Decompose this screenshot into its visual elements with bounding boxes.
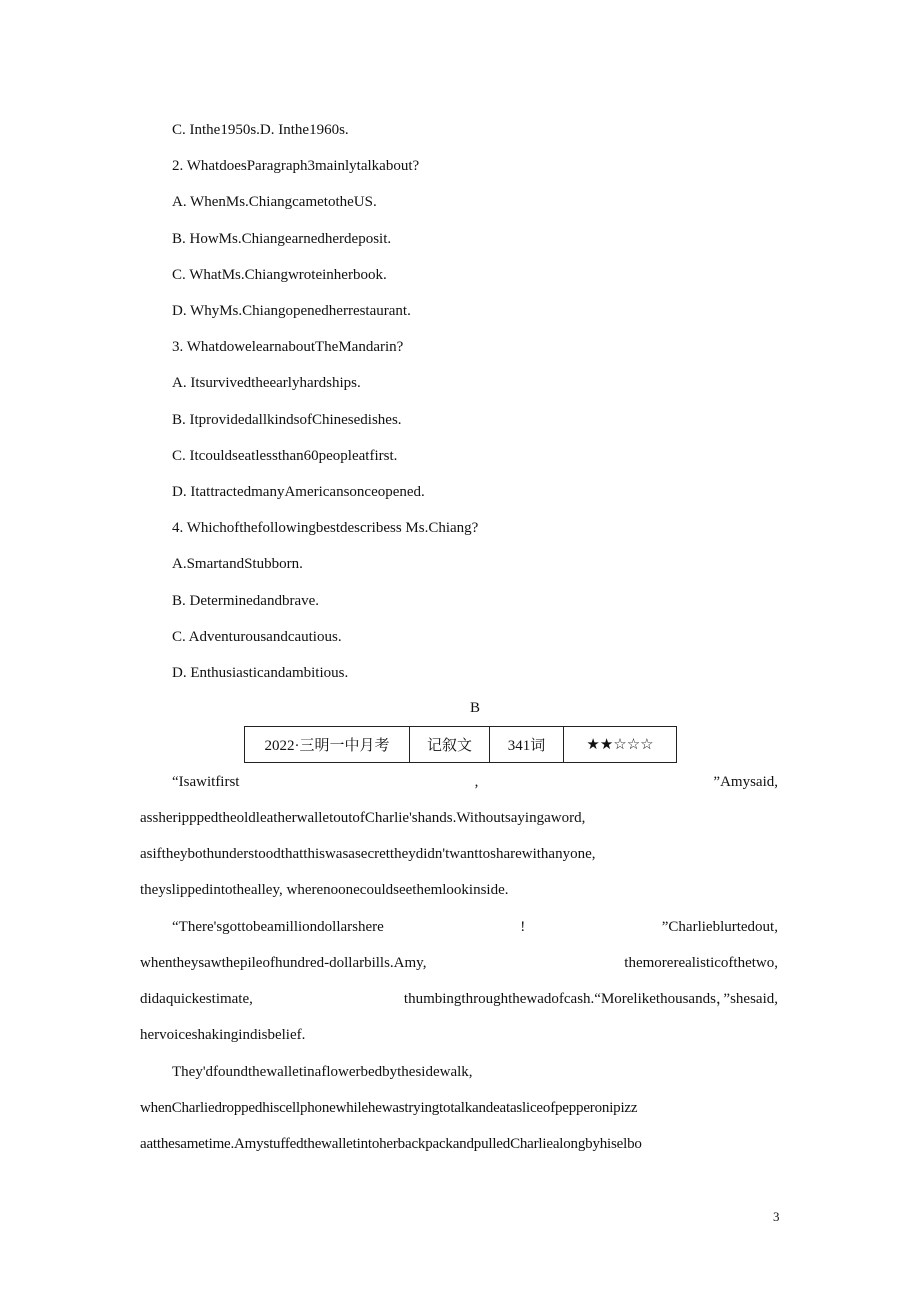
text: thumbingthroughthewadofcash.“Morelikethousands，”shesaid, (403, 991, 778, 1007)
passage-line: theyslippedintothealley, wherenoonecouldseethemlookinside. (140, 882, 509, 898)
text: , (474, 774, 479, 790)
passage-line: asiftheybothunderstoodthatthiswasasecrettheydidn'twanttosharewithanyone, (140, 846, 596, 862)
text: themorerealisticofthetwo, (624, 955, 778, 971)
question-line: 4. Whichofthefollowingbestdescribess Ms.Chiang? (172, 520, 479, 537)
question-line: B. Determinedandbrave. (172, 592, 320, 609)
passage-line: hervoiceshakingindisbelief. (140, 1027, 306, 1043)
word-count-cell: 341词 (490, 727, 564, 763)
passage-line (172, 772, 778, 792)
question-line: B. ItprovidedallkindsofChinesedishes. (172, 411, 402, 428)
difficulty-cell: ★★☆☆☆ (564, 727, 677, 763)
question-line: D. WhyMs.Chiangopenedherrestaurant. (172, 303, 411, 319)
text: “Isawitfirst (172, 774, 240, 790)
passage-line: aatthesametime.AmystuffedthewalletintoherbackpackandpulledCharliealongbyhiselbo (140, 1136, 642, 1152)
question-line: C. WhatMs.Chiangwroteinherbook. (172, 266, 387, 283)
question-line: C. Itcouldseatlessthan60peopleatfirst. (172, 447, 398, 464)
genre-cell: 记叙文 (410, 727, 490, 763)
question-line: B. HowMs.Chiangearnedherdeposit. (172, 230, 392, 247)
question-line: C. Inthe1950s.D. Inthe1960s. (172, 122, 349, 138)
text: ”Amysaid, (713, 774, 778, 790)
text: “There'sgottobeamilliondollarshere (172, 919, 384, 935)
text: ”Charlieblurtedout, (661, 919, 778, 935)
question-line: C. Adventurousandcautious. (172, 628, 342, 645)
question-line: D. ItattractedmanyAmericansonceopened. (172, 484, 425, 500)
text: ! (520, 919, 526, 935)
page-number: 3 (773, 1209, 780, 1224)
passage-line: assheripppedtheoldleatherwalletoutofCharlie'shands.Withoutsayingaword, (140, 810, 586, 826)
question-line: A.SmartandStubborn. (172, 556, 303, 573)
passage-line (140, 989, 778, 1009)
question-line: 3. WhatdowelearnaboutTheMandarin? (172, 339, 404, 356)
source-cell: 2022·三明一中月考 (245, 727, 410, 763)
question-line: D. Enthusiasticandambitious. (172, 665, 349, 681)
passage-line (172, 917, 778, 937)
section-heading: B (470, 700, 481, 716)
text: whentheysawthepileofhundred-dollarbills.Amy, (140, 955, 427, 971)
question-line: A. WhenMs.ChiangcametotheUS. (172, 194, 377, 211)
info-table (244, 726, 677, 763)
question-line: A. Itsurvivedtheearlyhardships. (172, 375, 361, 392)
passage-line: whenCharliedroppedhiscellphonewhilehewastryingtotalkandeatasliceofpepperonipizz (140, 1100, 638, 1116)
text: didaquickestimate, (140, 991, 253, 1007)
question-line: 2. WhatdoesParagraph3mainlytalkabout? (172, 158, 420, 175)
passage-line: They'dfoundthewalletinaflowerbedbythesidewalk, (172, 1064, 473, 1080)
passage-line (140, 953, 778, 973)
